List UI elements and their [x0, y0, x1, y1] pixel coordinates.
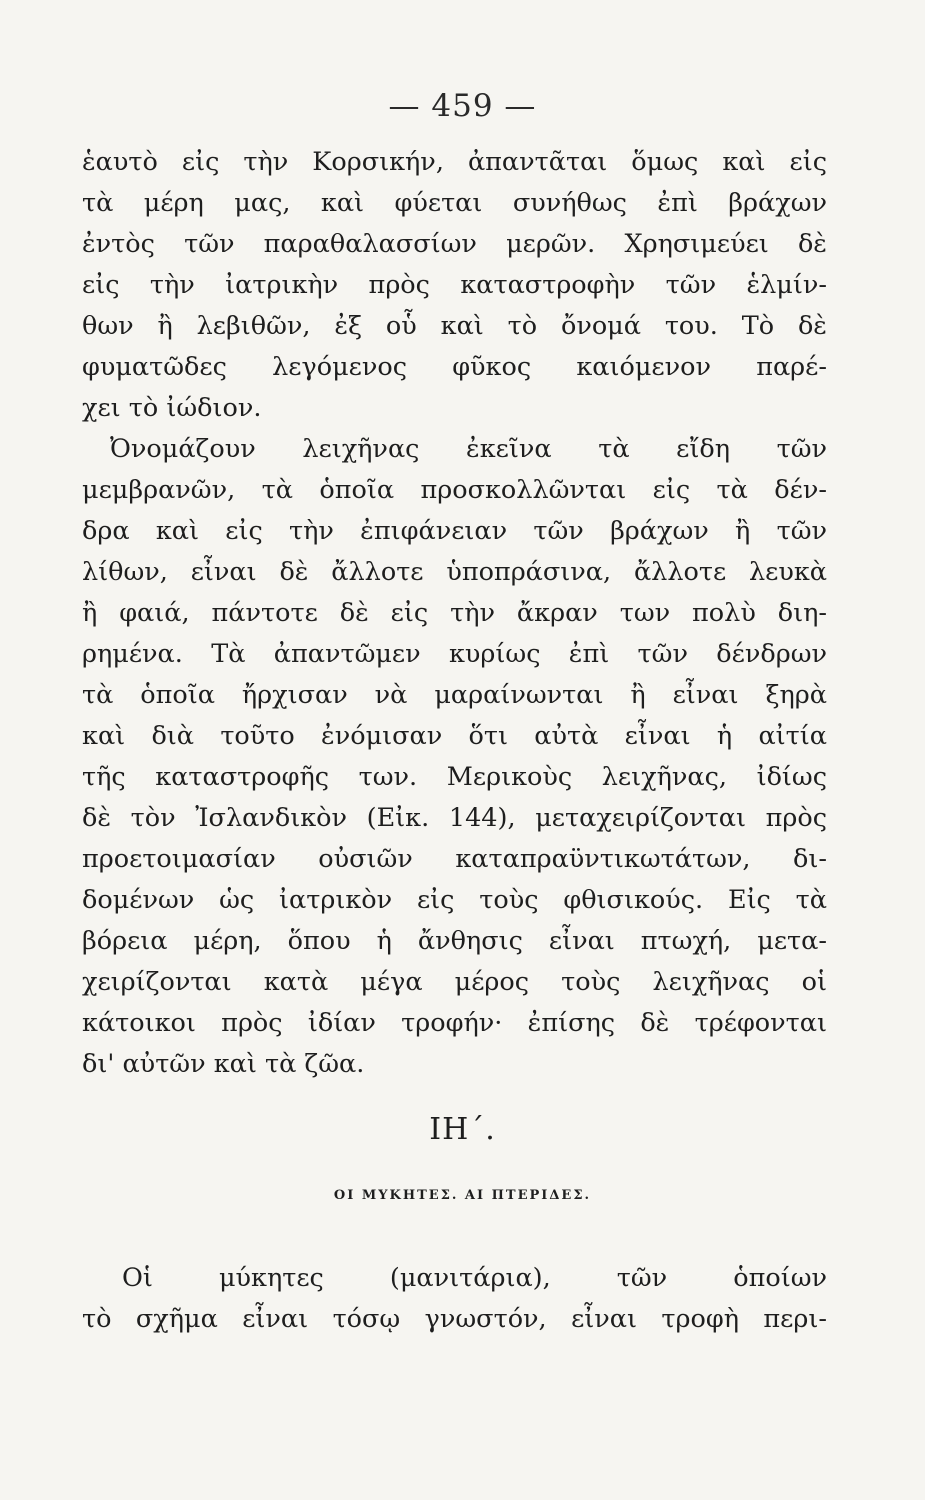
text-line: δομένων ὡς ἰατρικὸν εἰς τοὺς φθισικούς. Εἰς τὰ [82, 885, 827, 915]
text-line: δρα καὶ εἰς τὴν ἐπιφάνειαν τῶν βράχων ἢ τῶν [82, 516, 827, 546]
text-line: ἑαυτὸ εἰς τὴν Κορσικήν, ἀπαντᾶται ὅμως καὶ εἰς [82, 147, 827, 177]
text-line: τὰ μέρη μας, καὶ φύεται συνήθως ἐπὶ βράχων [82, 188, 827, 218]
section-title: ΟΙ ΜΥΚΗΤΕΣ. ΑΙ ΠΤΕΡΙΔΕΣ. [333, 1188, 592, 1203]
text-line: Ὀνομάζουν λειχῆνας ἐκεῖνα τὰ εἴδη τῶν [110, 434, 827, 464]
text-line: καὶ διὰ τοῦτο ἐνόμισαν ὅτι αὐτὰ εἶναι ἡ αἰτία [82, 721, 827, 751]
text-line: προετοιμασίαν οὐσιῶν καταπραϋντικωτάτων, δι- [82, 844, 827, 874]
text-line: Οἱ μύκητες (μανιτάρια), τῶν ὁποίων [122, 1263, 827, 1293]
page-number: — 459 — [388, 88, 537, 124]
text-line: τὰ ὁποῖα ἤρχισαν νὰ μαραίνωνται ἢ εἶναι ξηρὰ [82, 680, 827, 710]
text-line: θων ἢ λεβιθῶν, ἐξ οὗ καὶ τὸ ὄνομά του. Τὸ δὲ [82, 311, 827, 341]
paragraph-2 [82, 429, 827, 1085]
section-numeral: ΙΗ΄. [429, 1112, 496, 1147]
text-line: χει τὸ ἰώδιον. [82, 393, 262, 423]
text-line: δι' αὐτῶν καὶ τὰ ζῶα. [82, 1049, 365, 1079]
text-line: δὲ τὸν Ἰσλανδικὸν (Εἰκ. 144), μεταχειρίζονται πρὸς [82, 803, 827, 833]
text-line: τῆς καταστροφῆς των. Μερικοὺς λειχῆνας, ἰδίως [82, 762, 827, 792]
text-line: λίθων, εἶναι δὲ ἄλλοτε ὑποπράσινα, ἄλλοτε λευκὰ [82, 557, 827, 587]
text-line: χειρίζονται κατὰ μέγα μέρος τοὺς λειχῆνας οἱ [82, 967, 827, 997]
text-line: φυματῶδες λεγόμενος φῦκος καιόμενον παρέ- [82, 352, 827, 382]
text-line: ἐντὸς τῶν παραθαλασσίων μερῶν. Χρησιμεύει δὲ [82, 229, 827, 259]
text-line: τὸ σχῆμα εἶναι τόσῳ γνωστόν, εἶναι τροφὴ περι- [82, 1304, 827, 1334]
paragraph-3 [82, 1258, 827, 1340]
text-line: βόρεια μέρη, ὅπου ἡ ἄνθησις εἶναι πτωχή, μετα- [82, 926, 827, 956]
text-line: εἰς τὴν ἰατρικὴν πρὸς καταστροφὴν τῶν ἑλμίν- [82, 270, 827, 300]
text-line: κάτοικοι πρὸς ἰδίαν τροφήν· ἐπίσης δὲ τρέφονται [82, 1008, 827, 1038]
text-line: μεμβρανῶν, τὰ ὁποῖα προσκολλῶνται εἰς τὰ δέν- [82, 475, 827, 505]
text-line: ἢ φαιά, πάντοτε δὲ εἰς τὴν ἄκραν των πολὺ διη- [82, 598, 827, 628]
text-line: ρημένα. Τὰ ἀπαντῶμεν κυρίως ἐπὶ τῶν δένδρων [82, 639, 827, 669]
paragraph-1 [82, 142, 827, 429]
